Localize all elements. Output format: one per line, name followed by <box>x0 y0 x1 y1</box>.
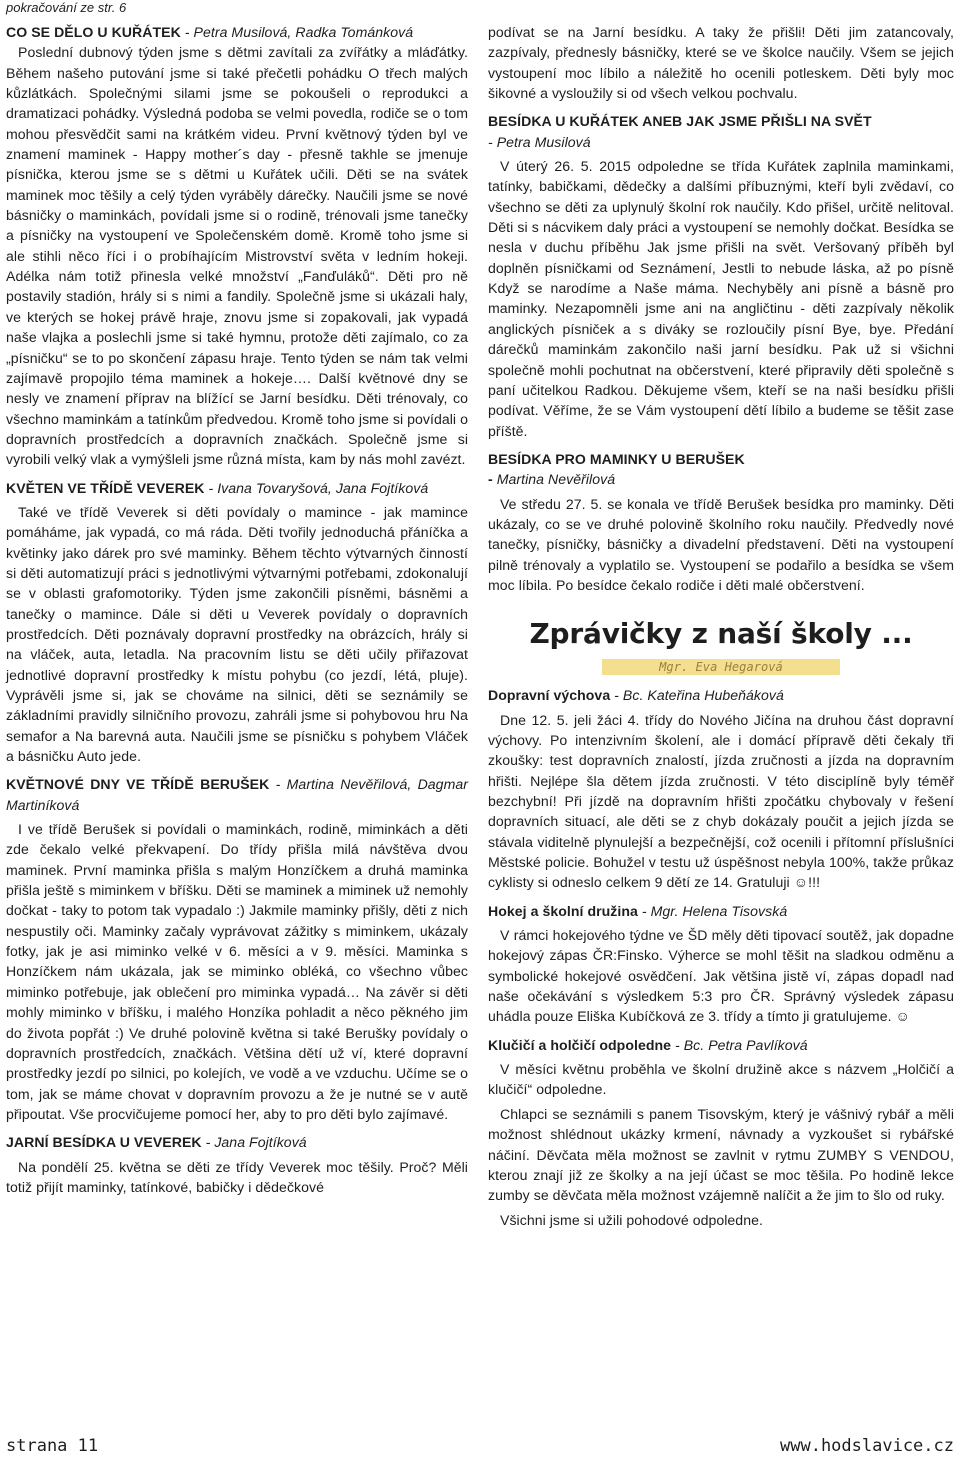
left-column <box>6 22 468 1197</box>
news-author: - Bc. Petra Pavlíková <box>671 1036 808 1053</box>
article-author: - Jana Fojtíková <box>201 1134 307 1151</box>
news-heading: Hokej a školní družina <box>488 902 638 919</box>
news-byline: Mgr. Eva Hegarová <box>602 659 840 675</box>
article-body: V úterý 26. 5. 2015 odpoledne se třída Kuřátek zaplnila maminkami, tatínky, babičkami, dědečky a dalšími příbuznými, kteří byli zvědaví, co všechno se děti za uplynulý školní rok naučily. Kdo přišel, určitě nelitoval. Děti si s nácvikem daly práci a vystoupení se nemohly dočkat. Besídka se nesla v duchu příběhu Jak jsme přišli na svět. Veršovaný příběh byl doplněn písničkami od Seznámení, Jestli to nebude láska, až po písně Když se narodíme a Naše máma. Nechyběly ani písně a básně pro maminky. Nezapomněli jsme ani na angličtinu - děti zazpívaly několik anglických písniček a s diváky se rozloučily písní Bye, bye. Předání dárečků maminkám zakončilo naši jarní besídku. Pak už si všichni společně mohli pochutnat na občerstvení, které připravily děti společně s paní učitelkou Radkou. Děkujeme všem, kteří se na naši besídku přišli podívat. Věříme, že se Vám vystoupení dětí líbilo a budeme se těšit zase příště. <box>488 158 954 439</box>
website-link[interactable]: www.hodslavice.cz <box>780 1436 954 1456</box>
article-author: - Martina Nevěřilová, Dagmar Martiníková <box>6 776 468 813</box>
article-berusky <box>6 774 468 815</box>
right-column <box>488 22 954 1230</box>
article-body-continued: podívat se na Jarní besídku. A taky že přišli! Děti jim zatancovaly, zazpívaly, přednesly básničky, které se ve školce naučily. Všem se jejich vystoupení moc líbilo a náležitě ho ocenili potleskem. Děti byly moc šikovné a vysloužily si od všech velkou pochvalu. <box>488 24 954 102</box>
news-author: - Mgr. Helena Tisovská <box>637 902 788 919</box>
news-body: V rámci hokejového týdne ve ŠD měly děti tipovací soutěž, jak dopadne hokejový zápas ČR:Finsko. Výherce se mohl těšit na sladkou odměnu a symbolické hokejové osvědčení. Jak většina jistě ví, zápas dopadl nad naše očekávání s výsledkem 5:3 pro ČR. Správný výsledek zápasu uhádla pouze Eliška Kubíčková ze 3. třídy a tímto ji gratulujeme. ☺ <box>488 927 954 1025</box>
news-body: Chlapci se seznámili s panem Tisovským, který je vášnivý rybář a měli možnost shlédnout ukázky krmení, návnady a vyzkoušet si rybářské náčiní. Děvčata měla možnost se zavlnit v rytmu ZUMBY S VENDOU, kterou znají již ze školky a na její účast se moc těšila. Po hodině lekce zumby se děvčata měla možnost vzájemně nalíčit a že jim to šlo od ruky. <box>488 1105 954 1204</box>
article-heading: BESÍDKA PRO MAMINKY U BERUŠEK <box>488 450 745 467</box>
article-author: - Petra Musilová, Radka Tománková <box>180 24 414 40</box>
article-body: Poslední dubnový týden jsme s dětmi zavítali za zvířátky a mláďátky. Během našeho putování jsme si také přečetli pohádku O třech malých kůzlátkách. Společnými silami jsme se pokoušeli o reprodukci a dramatizaci pohádky. Výsledná podoba se velmi povedla, rodiče se o tom mohou přesvědčit sami na krátkém videu. První květnový týden byl ve znamení maminek - Happy mother´s day - přesně takhle se jmenuje písnička, kterou jsme se s dětmi u Kuřátek učili. Děti se na svátek maminek moc těšily a celý týden vyráběly dárečky. Naučili jsme se nové básničky o maminkách, povídali jsme si o rodině, trénovali jsme tanečky a písničky na vystoupení ve Společenském domě. Kromě toho jsme si ale stihli něco říci i o probíhajícím Mistrovství světa v ledním hokeji. Adélka nám totiž přinesla velké množství „Fanďuláků“. Děti pro ně postavily stadión, hrály si s nimi a fandily. Společně jsme si ukázali haly, ve kterých se hokej právě hraje, znovu jsme si zopakovali, jak vypadá naše vlajka a poslechli jsme si také hymnu, protože děti zajímalo, co za „písničku“ se to po skončení zápasu hraje. Tento týden se nám tak velmi zajímavě propojilo téma maminek a hokeje…. Další květnové dny se nesly ve znamení příprav na blížící se Jarní besídku. Děti trénovaly, co všechno maminkám a tatínkům předvedou. Kromě toho jsme si povídali o dopravních prostředcích a dopravních značkách. Společně jsme si vyrobili velký vlak a vymýšleli jsme různá místa, kam by nás mohl zavézt. <box>6 44 468 468</box>
article-author-line <box>488 469 954 489</box>
article-besidka-berusky <box>488 449 954 469</box>
article-heading: CO SE DĚLO U KUŘÁTEK <box>6 24 181 40</box>
news-author: - Bc. Kateřina Hubeňáková <box>610 687 784 704</box>
article-author: Martina Nevěřilová <box>496 471 616 488</box>
news-heading: Klučičí a holčičí odpoledne <box>488 1036 672 1053</box>
article-heading: KVĚTEN VE TŘÍDĚ VEVEREK <box>6 479 205 496</box>
news-body: Dne 12. 5. jeli žáci 4. třídy do Nového Jičína na druhou část dopravní výchovy. Po intenzivním školení, ale i domácí přípravě děti čekaly tři zkoušky: test dopravních znalostí, jízda zručnosti a jízda na dopravním hřišti. Nejlépe šla dětem jízda zručnosti. V této disciplíně byly téměř bezchybní! Při jízdě na dopravním hřišti zpočátku chybovaly v řešení dopravních situací, ale děti se z chyb dokázaly poučit a jejich jízda se stávala viditelně plynulejší a bezpečnější, což ocenili i přítomní příslušníci Městské policie. Bohužel v testu už úspěšnost nebyla 100%, takže průkaz cyklisty si odneslo celkem 9 dětí ze 14. Gratuluji ☺!!! <box>488 711 954 891</box>
continued-note: pokračování ze str. 6 <box>6 0 127 15</box>
news-body: Všichni jsme si užili pohodové odpoledne. <box>500 1211 763 1228</box>
article-heading: JARNÍ BESÍDKA U VEVEREK <box>6 1134 202 1151</box>
article-author: - Ivana Tovaryšová, Jana Fojtíková <box>204 479 429 496</box>
article-kuratek <box>6 22 468 42</box>
news-body: V měsíci květnu proběhla ve školní družině akce s názvem „Holčičí a klučičí“ odpoledne. <box>488 1061 954 1098</box>
news-heading: Dopravní výchova <box>488 687 611 704</box>
article-jarni-besidka <box>6 1132 468 1152</box>
author-dash: - <box>488 471 497 488</box>
page-number: strana 11 <box>6 1436 99 1456</box>
article-heading: BESÍDKA U KUŘÁTEK ANEB JAK JSME PŘIŠLI NA SVĚT <box>488 113 872 130</box>
article-body: I ve třídě Berušek si povídali o maminkách, rodině, miminkách a děti zde čekalo velké překvapení. Do třídy přišla milá návštěva dvou maminek. První maminka přišla s malým Honzíčkem a druhá maminka přišla ještě s miminkem v bříšku. Děti se maminek a miminek už nemohly dočkat - taky to potom tak vypadalo :) Jakmile maminky přišly, děti z nich nespustily oči. Maminky začaly vyprávovat zážitky s miminkem, ukázaly fotky, jak je asi miminko velké v 6. měsíci a v 9. měsíci. Maminka s Honzíčkem nám ukázala, jak se miminko obléká, co všechno vůbec miminko potřebuje, jak oblečení pro miminka vypadá… Na závěr si děti mohly miminko v bříšku, i malého Honzíka pohladit a něco pěkného jim do života popřát :) Ve druhé polovině května si také Berušky povídaly o dopravních prostředcích, značkách. Většina dětí už ví, které dopravní prostředky jezdí po silnici, po kolejích, ve vodě a ve vzduchu. Učíme se o tom, jak se máme chovat v dopravním provozu a že je nutné se v autě připoutat. Vše procvičujeme pomocí her, aby to pro děti bylo zajímavé. <box>6 821 468 1122</box>
article-heading: KVĚTNOVÉ DNY VE TŘÍDĚ BERUŠEK <box>6 776 270 793</box>
news-dopravni-vychova <box>488 685 954 705</box>
article-veverky <box>6 478 468 498</box>
article-body: Také ve třídě Veverek si děti povídaly o mamince - jak mamince pomáháme, jak vypadá, co má ráda. Děti tvořily jednoduchá přáníčka a květinky jako dárek pro své maminky. Během těchto výtvarných činností si děti automatizují práci s jednotlivými výtvarnými potřebami, zdokonalují se v oblasti grafomotoriky. Týden jsme zakončili písněmi, básněmi a tanečky o mamince. Dále si děti u Veverek povídaly o dopravních prostředcích. Děti poznávaly dopravní prostředky na obrázcích, hrály si na vláček, auta, letadla. Na pracovním listu se děti učily přiřazovat jednotlivé dopravní prostředky k místu pohybu (co jezdí, létá, pluje). Vyprávěli jsme si, jak se chováme na silnici, děti se seznámily se základními pravidly silničního provozu, zahráli jsme si pohybovou hru Na semafor a Na barevná auta. Naučili jsme se písničku s pohybem Vláček a básničku Auto jede. <box>6 503 468 765</box>
news-hokej <box>488 901 954 921</box>
article-body: Na pondělí 25. května se děti ze třídy Veverek moc těšily. Proč? Měli totiž přijít maminky, tatínkové, babičky i dědečkové <box>6 1158 468 1195</box>
news-section-title: Zprávičky z naší školy ... <box>529 617 913 651</box>
article-author: - Petra Musilová <box>488 133 591 150</box>
news-odpoledne <box>488 1035 954 1055</box>
article-besidka-kuratek <box>488 111 954 131</box>
article-author-line <box>488 132 954 152</box>
article-body: Ve středu 27. 5. se konala ve třídě Berušek besídka pro maminky. Děti ukázaly, co se ve druhé polovině školního roku naučily. Předvedly nové tanečky, písničky, básničky a divadelní představení. Děti na vystoupení pilně trénovaly a vyplatilo se. Vystoupení se podařilo a besídka se všem moc líbila. Po besídce čekalo rodiče i děti malé občerstvení. <box>488 495 954 593</box>
